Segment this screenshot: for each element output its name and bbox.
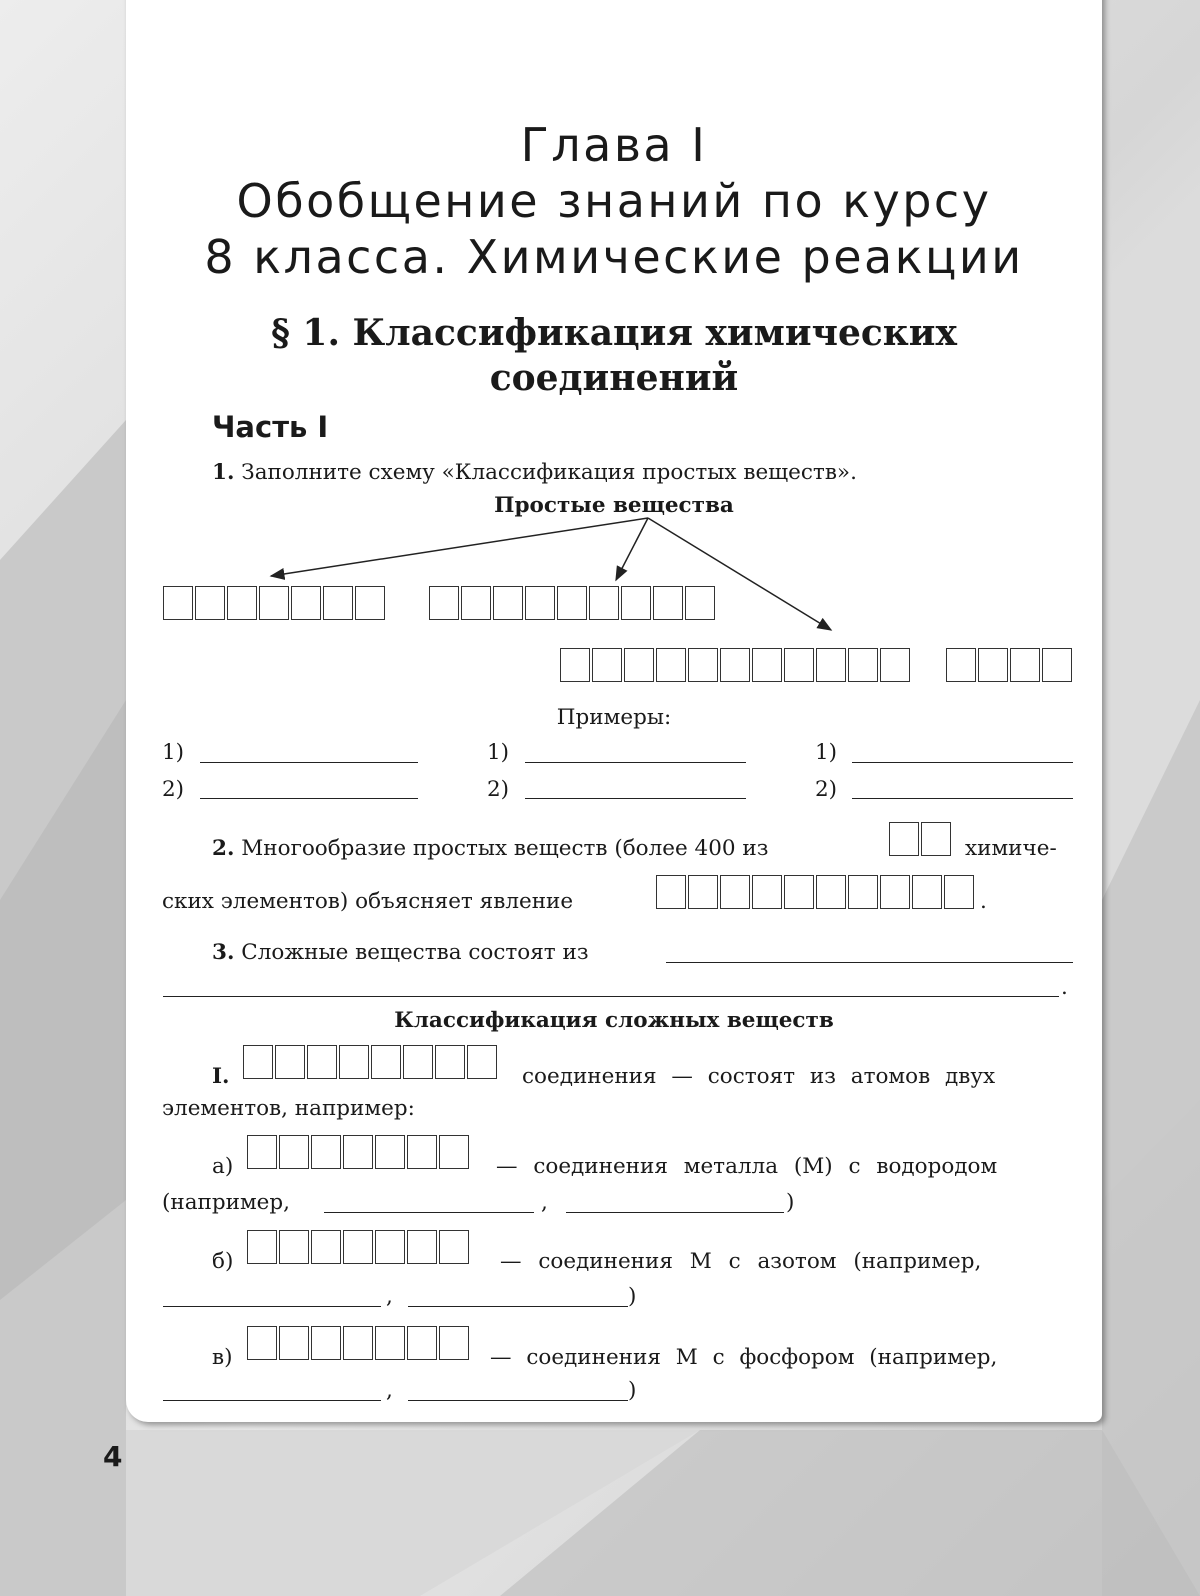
answer-line[interactable] [852,798,1073,799]
task2-text-c: ских элементов) объясняет явление [162,889,574,914]
scheme-title: Простые вещества [494,493,734,518]
answer-line[interactable] [200,762,418,763]
task3-number: 3. [212,940,235,965]
answer-line[interactable] [852,762,1073,763]
answer-boxes-middle[interactable] [429,586,717,620]
item-b-label: б) [212,1249,234,1274]
answer-line[interactable] [666,962,1073,963]
item1-text-b: элементов, например: [162,1096,415,1121]
answer-line[interactable] [408,1306,628,1307]
answer-boxes-phenomenon[interactable] [656,875,976,909]
item-a-text: — соединения металла (М) с водородом [496,1154,998,1179]
task1-text: Заполните схему «Классификация простых веществ». [241,460,857,485]
example-2-col3: 2) [815,777,838,802]
example-1-col3: 1) [815,740,838,765]
answer-line[interactable] [163,1306,381,1307]
task2-text-b: химиче- [965,836,1057,861]
item-a-text2: (например, [162,1190,291,1215]
example-1-col2: 1) [487,740,510,765]
item-a-label: а) [212,1154,234,1179]
comma: , [386,1284,393,1309]
close-paren: ) [786,1190,795,1215]
answer-line[interactable] [324,1212,534,1213]
task3-text: Сложные вещества состоят из [241,940,589,965]
answer-boxes-right-2[interactable] [946,648,1074,682]
chapter-heading-line1: Глава I [520,118,708,172]
section-title-line2: соединений [489,357,739,399]
answer-boxes-nitrides[interactable] [247,1230,471,1264]
answer-line[interactable] [408,1400,628,1401]
answer-line[interactable] [163,1400,381,1401]
item1-text-a: соединения — состоят из атомов двух [522,1064,996,1089]
answer-boxes-left[interactable] [163,586,387,620]
task1-number: 1. [212,460,235,485]
chapter-heading-line3: 8 класса. Химические реакции [204,230,1024,284]
task2-number: 2. [212,836,235,861]
page-number: 4 [103,1440,123,1473]
answer-line[interactable] [566,1212,784,1213]
task3-period: . [1061,975,1068,1000]
answer-boxes-phosphides[interactable] [247,1326,471,1360]
chapter-heading-line2: Обобщение знаний по курсу [236,174,992,228]
task2-period: . [980,889,987,914]
example-2-col1: 2) [162,777,185,802]
answer-boxes-hydrides[interactable] [247,1135,471,1169]
complex-title: Классификация сложных веществ [394,1008,834,1033]
item-b-text: — соединения М с азотом (например, [500,1249,982,1274]
answer-boxes-elements[interactable] [889,822,953,856]
answer-boxes-binary[interactable] [243,1045,499,1079]
comma: , [541,1190,548,1215]
section-title-line1: § 1. Классификация химических [271,312,957,354]
answer-line[interactable] [200,798,418,799]
answer-line[interactable] [525,798,746,799]
item1-number: I. [212,1064,230,1089]
comma: , [386,1378,393,1403]
answer-line[interactable] [525,762,746,763]
answer-boxes-right[interactable] [560,648,912,682]
item-v-text: — соединения М с фосфором (например, [490,1345,998,1370]
answer-line[interactable] [163,996,1059,997]
item-v-label: в) [212,1345,233,1370]
close-paren: ) [628,1378,637,1403]
workbook-page [126,0,1102,1422]
example-2-col2: 2) [487,777,510,802]
close-paren: ) [628,1284,637,1309]
examples-label: Примеры: [556,705,672,730]
part-heading: Часть I [212,410,329,444]
task2-text-a: Многообразие простых веществ (более 400 из [241,836,769,861]
example-1-col1: 1) [162,740,185,765]
task3-line [212,940,589,965]
task2-line1 [212,836,768,861]
